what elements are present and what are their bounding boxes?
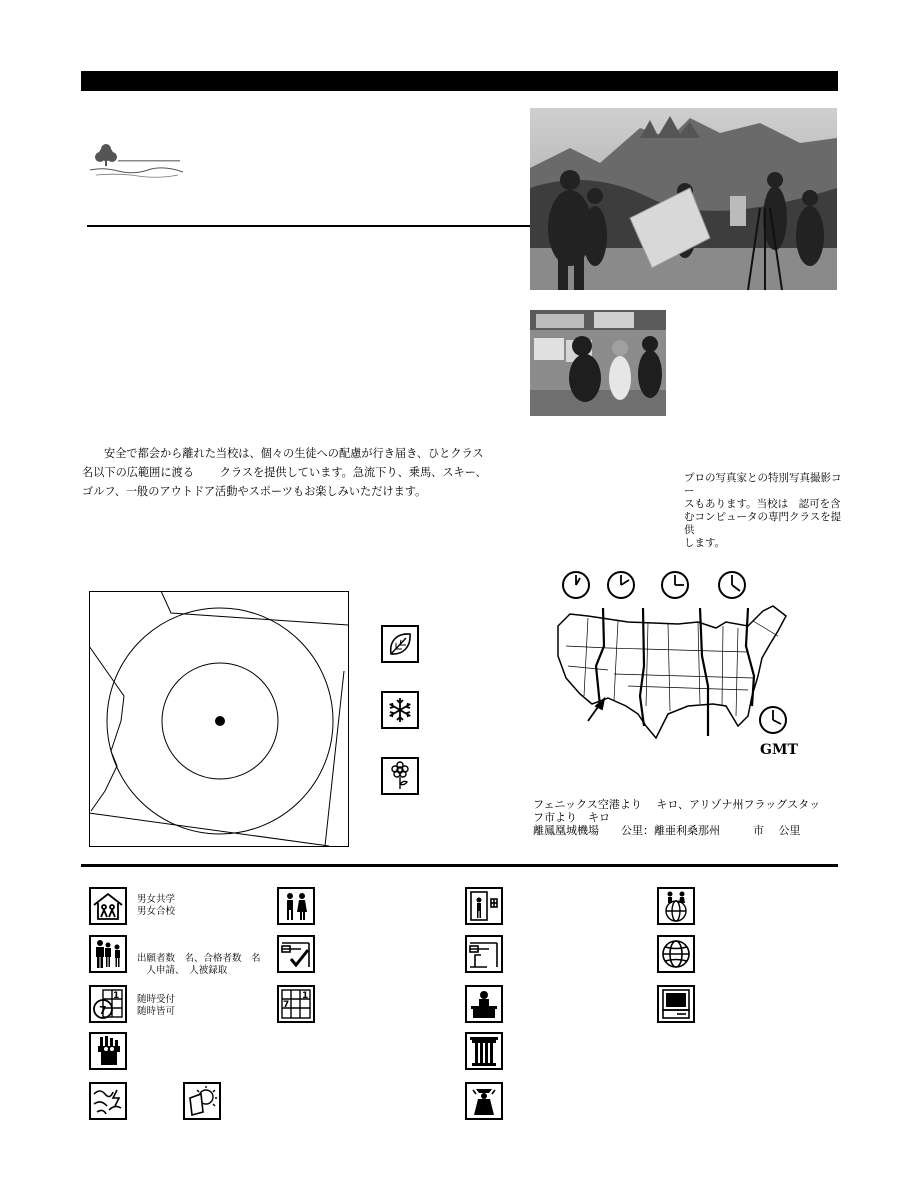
us-timezone-map	[548, 566, 798, 766]
location-line: フ市より キロ	[533, 811, 610, 824]
school-description	[82, 444, 502, 501]
school-location-dot	[215, 716, 225, 726]
applicants-line: 出願者数 名、合格者数 名	[137, 953, 261, 964]
description-line: 名以下の広範囲に渡る クラスを提供しています。急流下り、乗馬、スキー、	[82, 466, 487, 479]
column-pillar-icon	[465, 1032, 503, 1070]
student-at-desk-icon	[465, 985, 503, 1023]
arts-performance-icon	[89, 1032, 127, 1070]
rolling-admission-label	[137, 994, 175, 1018]
flower-icon	[381, 757, 419, 795]
dormitory-room-icon	[465, 887, 503, 925]
coed-line: 男女共学	[137, 894, 176, 905]
outdoor-art-class-photo	[530, 108, 837, 290]
description-line: ゴルフ、一般のアウトドア活動やスポーツもお楽しみいただけます。	[82, 485, 427, 498]
climate-wind-icon	[89, 1082, 127, 1120]
coed-line: 男女合校	[137, 906, 176, 917]
section-divider	[81, 864, 838, 867]
applicants-line: 人申請、 人被録取	[137, 965, 228, 976]
header-bar	[81, 71, 838, 91]
svg-text:7: 7	[283, 1000, 290, 1010]
coed-label	[137, 894, 175, 918]
arizona-location-map	[89, 591, 349, 847]
graduate-gown-icon	[465, 1082, 503, 1120]
svg-text:1: 1	[113, 991, 120, 1001]
section-divider	[87, 225, 532, 227]
svg-text:1: 1	[302, 991, 309, 1001]
teacher-ratio-icon	[465, 935, 503, 973]
calendar-icon	[277, 985, 315, 1023]
international-students-icon	[657, 887, 695, 925]
applicants-label	[137, 953, 261, 977]
photo-caption	[684, 472, 844, 550]
gmt-label: GMT	[760, 742, 798, 758]
rolling-line: 随時皆可	[137, 1006, 176, 1017]
caption-line: します。	[684, 537, 726, 549]
location-line: フェニックス空港より キロ、アリゾナ州フラッグスタッ	[533, 798, 821, 811]
caption-line: スもあります。当校は 認可を含	[684, 498, 841, 510]
computer-class-photo	[530, 310, 666, 416]
snowflake-icon	[381, 691, 419, 729]
coed-house-icon	[89, 887, 127, 925]
caption-line: プロの写真家との特別写真撮影コー	[684, 472, 842, 497]
location-line: 離鳳凰城機場 公里：離亜利桑那州 市 公里	[533, 824, 801, 837]
svg-text:7: 7	[99, 1004, 107, 1017]
boy-girl-icon	[277, 887, 315, 925]
school-logo	[88, 140, 184, 182]
family-icon	[89, 935, 127, 973]
sun-document-icon	[183, 1082, 221, 1120]
calendar-rolling-icon	[89, 985, 127, 1023]
leaf-icon	[381, 625, 419, 663]
description-line: 安全で都会から離れた当校は、個々の生徒への配慮が行き届き、ひとクラス	[104, 447, 484, 460]
rolling-line: 随時受付	[137, 994, 176, 1005]
application-checkmark-icon	[277, 935, 315, 973]
caption-line: むコンピュータの専門クラスを提供	[684, 511, 842, 536]
computer-icon	[657, 985, 695, 1023]
location-caption	[533, 798, 853, 837]
globe-icon	[657, 935, 695, 973]
